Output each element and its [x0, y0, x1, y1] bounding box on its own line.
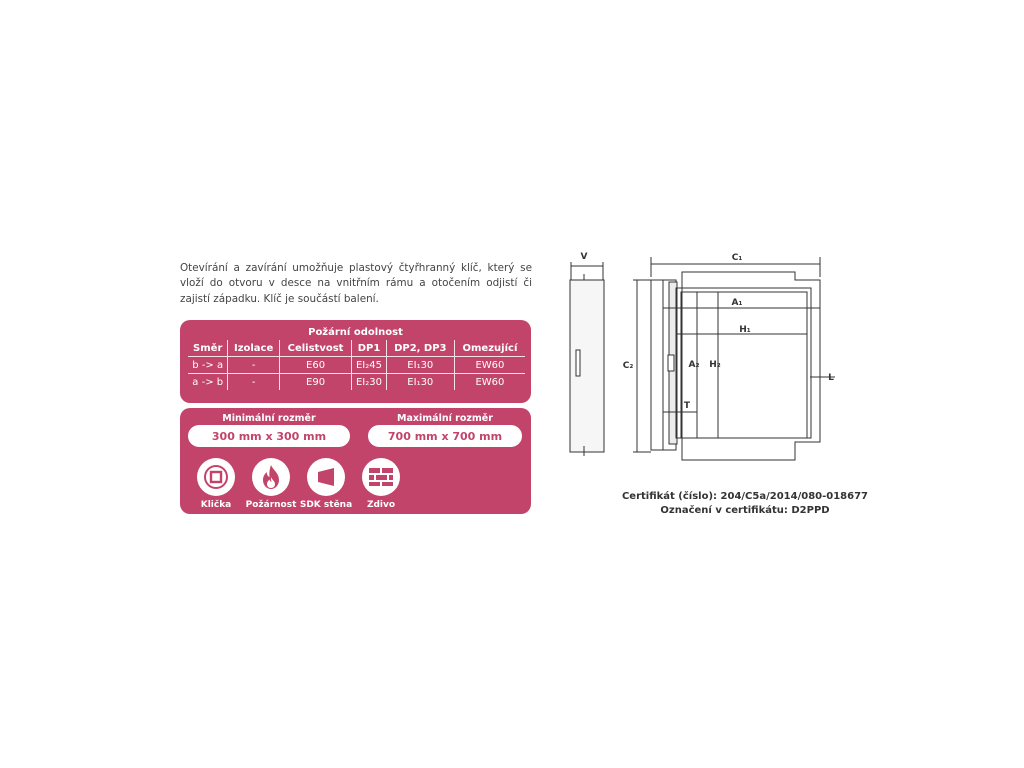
- cell-dp23: EI₁30: [386, 374, 454, 391]
- min-size-value: 300 mm x 300 mm: [188, 425, 350, 447]
- brick-icon: [362, 458, 400, 496]
- feature-klicka: [188, 458, 244, 510]
- header-omezujici: Omezující: [462, 343, 518, 354]
- label-a1: A₁: [731, 298, 743, 308]
- label-h2: H₂: [709, 360, 721, 370]
- header-dp1: DP1: [352, 340, 386, 357]
- header-celistvost: Celistvost: [279, 340, 351, 357]
- label-c1: C₁: [731, 253, 743, 263]
- cell-celistvost: E90: [279, 374, 351, 391]
- feature-label: Klička: [200, 500, 232, 510]
- feature-label: Zdivo: [366, 500, 396, 510]
- label-h1: H₁: [739, 325, 751, 335]
- certificate-designation: Označení v certifikátu: D2PPD: [660, 505, 830, 516]
- feature-label: Požárnost: [245, 500, 297, 510]
- cell-smer: b -> a: [188, 357, 228, 374]
- feature-sdk-stena: [298, 458, 354, 510]
- technical-drawing: [555, 250, 845, 470]
- cell-celistvost: E60: [279, 357, 351, 374]
- label-t: T: [683, 401, 691, 411]
- label-l: L: [828, 373, 834, 383]
- min-size-label: Minimální rozměr: [222, 413, 316, 424]
- feature-pozarnost: [243, 458, 299, 510]
- feature-label: SDK stěna: [299, 500, 353, 510]
- header-smer: Směr: [188, 340, 228, 357]
- header-dp23: DP2, DP3: [386, 340, 454, 357]
- side-view: [570, 262, 604, 456]
- feature-zdivo: [353, 458, 409, 510]
- table-header-row: [188, 340, 525, 357]
- flame-icon: [252, 458, 290, 496]
- certificate-number: Certifikát (číslo): 204/C5a/2014/080-018677: [621, 491, 869, 502]
- fire-resistance-panel: [180, 320, 531, 403]
- label-v: V: [580, 252, 588, 262]
- cell-dp23: EI₁30: [386, 357, 454, 374]
- cell-omezujici: EW60: [454, 374, 525, 391]
- table-row: [188, 357, 525, 374]
- cell-smer: a -> b: [188, 374, 228, 391]
- cell-dp1: EI₂30: [352, 374, 386, 391]
- product-description: Otevírání a zavírání umožňuje plastový čtyřhranný klíč, který se vloží do otvoru v desce na vnitřním rámu a otočením odjistí či zajistí západku. Klíč je součástí balení.: [180, 262, 532, 305]
- label-c2: C₂: [622, 361, 634, 371]
- sizes-panel: [180, 408, 531, 514]
- label-a2: A₂: [688, 360, 700, 370]
- cell-izolace: -: [228, 374, 279, 391]
- fire-resistance-table: [188, 340, 525, 390]
- front-view: [633, 257, 835, 460]
- table-row: [188, 374, 525, 391]
- fire-resistance-title: Požární odolnost: [308, 327, 403, 338]
- key-square-icon: [197, 458, 235, 496]
- max-size-label: Maximální rozměr: [397, 413, 493, 424]
- cell-dp1: EI₂45: [352, 357, 386, 374]
- max-size-value: 700 mm x 700 mm: [368, 425, 522, 447]
- header-izolace: Izolace: [228, 340, 279, 357]
- cell-omezujici: EW60: [454, 357, 525, 374]
- drywall-icon: [307, 458, 345, 496]
- cell-izolace: -: [228, 357, 279, 374]
